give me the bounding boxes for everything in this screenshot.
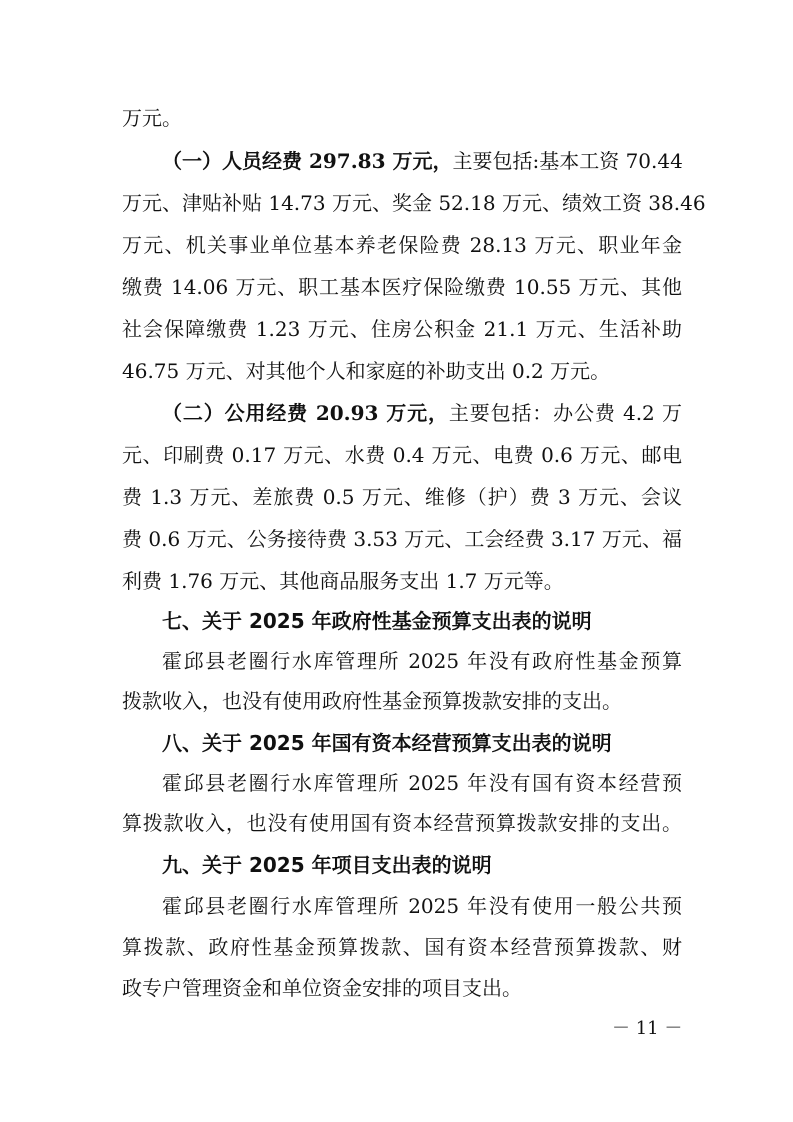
section8-line: 霍邱县老圈行水库管理所 2025 年没有国有资本经营预 (162, 771, 682, 795)
personnel-line: 缴费 14.06 万元、职工基本医疗保险缴费 10.55 万元、其他 (122, 275, 682, 299)
section7-line: 拨款收入，也没有使用政府性基金预算拨款安排的支出。 (122, 689, 622, 713)
section9-line: 政专户管理资金和单位资金安排的项目支出。 (122, 976, 522, 1000)
personnel-lead-bold: （一）人员经费 297.83 万元， (162, 149, 453, 173)
section9-line: 霍邱县老圈行水库管理所 2025 年没有使用一般公共预 (162, 894, 682, 918)
personnel-line: 万元、津贴补贴 14.73 万元、奖金 52.18 万元、绩效工资 38.46 (122, 191, 706, 215)
public-line: 利费 1.76 万元、其他商品服务支出 1.7 万元等。 (122, 569, 564, 593)
personnel-line: 社会保障缴费 1.23 万元、住房公积金 21.1 万元、生活补助 (122, 317, 682, 341)
public-lead-rest: 主要包括：办公费 4.2 万 (448, 401, 682, 425)
personnel-line: 万元、机关事业单位基本养老保险费 28.13 万元、职业年金 (122, 233, 682, 257)
personnel-lead-line (162, 143, 682, 179)
section9-heading: 九、关于 2025 年项目支出表的说明 (162, 853, 492, 877)
personnel-line: 46.75 万元、对其他个人和家庭的补助支出 0.2 万元。 (122, 359, 611, 383)
personnel-lead-rest: 主要包括:基本工资 70.44 (452, 149, 683, 173)
intro-tail: 万元。 (122, 106, 182, 130)
section7-heading: 七、关于 2025 年政府性基金预算支出表的说明 (162, 609, 592, 633)
public-lead-line (162, 395, 682, 431)
section7-line: 霍邱县老圈行水库管理所 2025 年没有政府性基金预算 (162, 649, 682, 673)
section8-line: 算拨款收入，也没有使用国有资本经营预算拨款安排的支出。 (122, 811, 682, 835)
section9-line: 算拨款、政府性基金预算拨款、国有资本经营预算拨款、财 (122, 935, 682, 959)
public-line: 费 0.6 万元、公务接待费 3.53 万元、工会经费 3.17 万元、福 (122, 527, 682, 551)
public-line: 费 1.3 万元、差旅费 0.5 万元、维修（护）费 3 万元、会议 (122, 485, 682, 509)
page-number: － 11 － (612, 1018, 683, 1039)
public-line: 元、印刷费 0.17 万元、水费 0.4 万元、电费 0.6 万元、邮电 (122, 443, 682, 467)
public-lead-bold: （二）公用经费 20.93 万元， (162, 401, 449, 425)
section8-heading: 八、关于 2025 年国有资本经营预算支出表的说明 (162, 731, 612, 755)
